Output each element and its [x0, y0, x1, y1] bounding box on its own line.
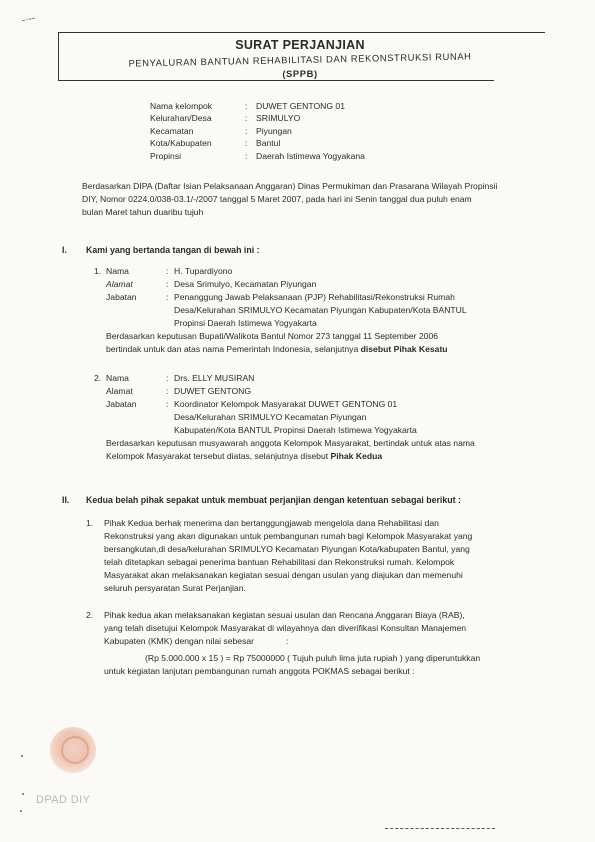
document-code: (SPPB): [282, 68, 318, 79]
clause-2-amount: (Rp 5.000.000 x 15 ) = Rp 75000000 ( Tujuh puluh lima juta rupiah ) yang diperuntukkan: [145, 653, 481, 663]
party-2-number: 2.: [94, 373, 102, 383]
party-2-basis-text: Kelompok Masyarakat tersebut diatas, selanjutnya disebut: [106, 451, 331, 461]
party-2-position-line: Koordinator Kelompok Masyarakat DUWET GENTONG 01: [174, 399, 398, 409]
clause-1-line: bersangkutan,di desa/kelurahan SRIMULYO Kecamatan Piyungan Kota/kabupaten Bantul, yang: [104, 544, 470, 554]
clause-2-line: untuk kegiatan lanjutan pembangunan rumah anggota POKMAS sebagai berikut :: [104, 666, 415, 676]
info-value: Bantul: [256, 138, 281, 148]
clause-1-number: 1.: [86, 518, 94, 528]
clause-1-line: telah ditetapkan sebagai penerima bantuan Rehabilitasi dan Rekonstruksi rumah. Kelompok: [104, 557, 455, 567]
clause-2-line: Pihak kedua akan melaksanakan kegiatan sesuai usulan dan Rencana Anggaran Biaya (RAB),: [104, 610, 465, 620]
party-1-address-label: Alamat: [106, 279, 133, 289]
party-2-basis-line: Berdasarkan keputusan musyawarah anggota Kelompok Masyarakat, bertindak untuk atas nama: [106, 438, 475, 448]
party-1-position-line: Penanggung Jawab Pelaksanaan (PJP) Rehabilitasi/Rekonstruksi Rumah: [174, 292, 455, 302]
party-1-name-label: Nama: [106, 266, 129, 276]
info-separator: :: [245, 138, 248, 148]
party-2-name: Drs. ELLY MUSIRAN: [174, 373, 255, 383]
party-1-position-label: Jabatan: [106, 292, 137, 302]
header-frame-left: [58, 32, 59, 80]
scan-speck: [21, 755, 23, 757]
info-separator: :: [245, 101, 248, 111]
party-1-position-line: Desa/Kelurahan SRIMULYO Kecamatan Piyungan Kabupaten/Kota BANTUL: [174, 305, 467, 315]
bottom-dashed-line: [385, 828, 495, 829]
info-label: Nama kelompok: [150, 101, 213, 111]
party-colon: :: [166, 373, 169, 383]
section-1-heading: Kami yang bertanda tangan di bewah ini :: [86, 245, 260, 255]
party-1-position-line: Propinsi Daerah Istimewa Yogyakarta: [174, 318, 317, 328]
party-colon: :: [166, 279, 169, 289]
party-1-name: H. Tupardiyono: [174, 266, 233, 276]
clause-2-line: Kabupaten (KMK) dengan nilai sebesar: [104, 636, 255, 646]
header-frame-top: [58, 32, 545, 33]
section-2-number: II.: [62, 495, 70, 505]
party-2-basis-line: [106, 451, 382, 463]
party-colon: :: [166, 292, 169, 302]
info-separator: :: [245, 151, 248, 161]
watermark: DPAD DIY: [36, 794, 91, 806]
party-2-position-label: Jabatan: [106, 399, 137, 409]
info-label: Kecamatan: [150, 126, 194, 136]
clause-1-line: seluruh persyaratan Surat Perjanjian.: [104, 583, 246, 593]
info-value: SRIMULYO: [256, 113, 301, 123]
party-colon: :: [166, 399, 169, 409]
party-1-number: 1.: [94, 266, 102, 276]
party-2-address: DUWET GENTONG: [174, 386, 252, 396]
info-label: Propinsi: [150, 151, 182, 161]
party-1-designation: disebut Pihak Kesatu: [360, 344, 448, 354]
info-label: Kota/Kabupaten: [150, 138, 212, 148]
party-colon: :: [166, 266, 169, 276]
corner-scribble: -·--: [21, 12, 37, 27]
clause-1-line: Masyarakat akan melaksanakan kegiatan sesuai dengan usulan yang diajukan dan memenuhi: [104, 570, 463, 580]
section-1-number: I.: [62, 245, 67, 255]
party-1-basis-line: [106, 344, 448, 356]
document-subtitle: PENYALURAN BANTUAN REHABILITASI DAN REKONSTRUKSI RUNAH: [128, 50, 472, 69]
party-2-designation: Pihak Kedua: [330, 451, 383, 461]
clause-2-line: yang telah disetujui Kelompok Masyarakat di wilayahnya dan diverifikasi Konsultan Manajemen: [104, 623, 467, 633]
clause-2-separator: :: [286, 636, 289, 646]
party-1-basis-text: bertindak untuk dan atas nama Pemerintah Indonesia, selanjutnya: [106, 344, 361, 354]
party-2-name-label: Nama: [106, 373, 129, 383]
info-value: Daerah Istimewa Yogyakana: [256, 151, 365, 161]
header-frame-bottom: [58, 80, 494, 81]
intro-line: Berdasarkan DIPA (Daftar Isian Pelaksanaan Anggaran) Dinas Permukiman dan Prasarana Wilayah Propinsii: [82, 181, 498, 191]
party-2-address-label: Alamat: [106, 386, 133, 396]
clause-1-line: Rekonstruksi yang akan digunakan untuk pembangunan rumah bagi Kelompok Masyarakat yang: [104, 531, 473, 541]
party-1-basis-line: Berdasarkan keputusan Bupati/Walikota Bantul Nomor 273 tanggal 11 September 2006: [106, 331, 439, 341]
clause-2-number: 2.: [86, 610, 94, 620]
scan-speck: [20, 810, 22, 812]
info-value: Piyungan: [256, 126, 292, 136]
intro-line: DIY, Nomor 0224.0/038-03.1/-/2007 tanggal 5 Maret 2007, pada hari ini Senin tanggal dua puluh enam: [82, 194, 472, 204]
section-2-heading: Kedua belah pihak sepakat untuk membuat perjanjian dengan ketentuan sebagai berikut :: [86, 495, 461, 505]
scan-speck: [22, 793, 24, 795]
intro-line: bulan Maret tahun duaribu tujuh: [82, 207, 204, 217]
document-title: SURAT PERJANJIAN: [235, 38, 365, 52]
party-2-position-line: Kabupaten/Kota BANTUL Propinsi Daerah Istimewa Yogyakarta: [174, 425, 417, 435]
info-label: Kelurahan/Desa: [150, 113, 212, 123]
info-separator: :: [245, 113, 248, 123]
party-colon: :: [166, 386, 169, 396]
info-value: DUWET GENTONG 01: [256, 101, 345, 111]
party-1-address: Desa Srimulyo, Kecamatan Piyungan: [174, 279, 317, 289]
party-2-position-line: Desa/Kelurahan SRIMULYO Kecamatan Piyungan: [174, 412, 367, 422]
seal-emblem-icon: [61, 736, 89, 764]
info-separator: :: [245, 126, 248, 136]
clause-1-line: Pihak Kedua berhak menerima dan bertanggungjawab mengelola dana Rehabilitasi dan: [104, 518, 439, 528]
